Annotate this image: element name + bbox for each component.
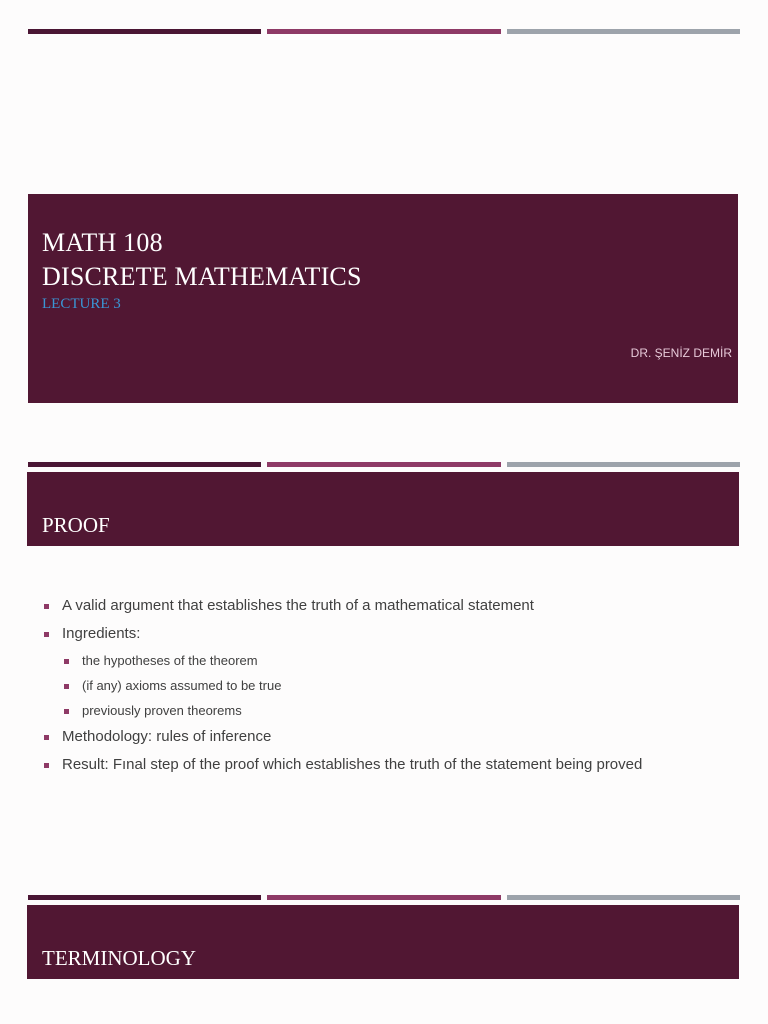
- top-accent-stripe-2: [28, 462, 740, 467]
- list-item-text: Methodology: rules of inference: [62, 728, 272, 745]
- stripe-segment-plum: [267, 462, 500, 467]
- list-item: [42, 596, 642, 624]
- proof-title: PROOF: [42, 513, 110, 537]
- square-bullet-icon: [64, 684, 69, 689]
- list-item: [42, 727, 642, 755]
- square-bullet-icon: [44, 763, 49, 768]
- terminology-title: TERMINOLOGY: [42, 946, 196, 970]
- list-item-text: Result: Fınal step of the proof which establishes the truth of the statement being proved: [62, 756, 643, 773]
- square-bullet-icon: [64, 709, 69, 714]
- top-accent-stripe-1: [28, 29, 740, 34]
- author-name: DR. ŞENİZ DEMİR: [630, 346, 732, 360]
- course-code: MATH 108: [42, 228, 163, 257]
- stripe-segment-gray: [507, 462, 740, 467]
- list-item: [42, 755, 642, 783]
- sub-list-item: [42, 702, 642, 727]
- sub-list-item-text: previously proven theorems: [82, 703, 242, 718]
- sub-list-item: [42, 652, 642, 677]
- square-bullet-icon: [64, 659, 69, 664]
- stripe-segment-gray: [507, 29, 740, 34]
- square-bullet-icon: [44, 735, 49, 740]
- list-item-text: A valid argument that establishes the truth of a mathematical statement: [62, 597, 534, 614]
- stripe-segment-dark: [28, 29, 261, 34]
- course-name: DISCRETE MATHEMATICS: [42, 262, 362, 291]
- sub-list-item: [42, 677, 642, 702]
- square-bullet-icon: [44, 632, 49, 637]
- stripe-segment-dark: [28, 462, 261, 467]
- stripe-segment-dark: [28, 895, 261, 900]
- proof-bullet-list: [42, 596, 642, 783]
- title-banner: [28, 194, 738, 403]
- proof-title-banner: [27, 472, 739, 546]
- sub-list-item-text: the hypotheses of the theorem: [82, 653, 258, 668]
- stripe-segment-plum: [267, 29, 500, 34]
- stripe-segment-plum: [267, 895, 500, 900]
- top-accent-stripe-3: [28, 895, 740, 900]
- lecture-subtitle: LECTURE 3: [42, 296, 121, 312]
- stripe-segment-gray: [507, 895, 740, 900]
- list-item-text: Ingredients:: [62, 625, 141, 642]
- square-bullet-icon: [44, 604, 49, 609]
- sub-list-item-text: (if any) axioms assumed to be true: [82, 678, 282, 693]
- terminology-title-banner: [27, 905, 739, 979]
- list-item: [42, 624, 642, 652]
